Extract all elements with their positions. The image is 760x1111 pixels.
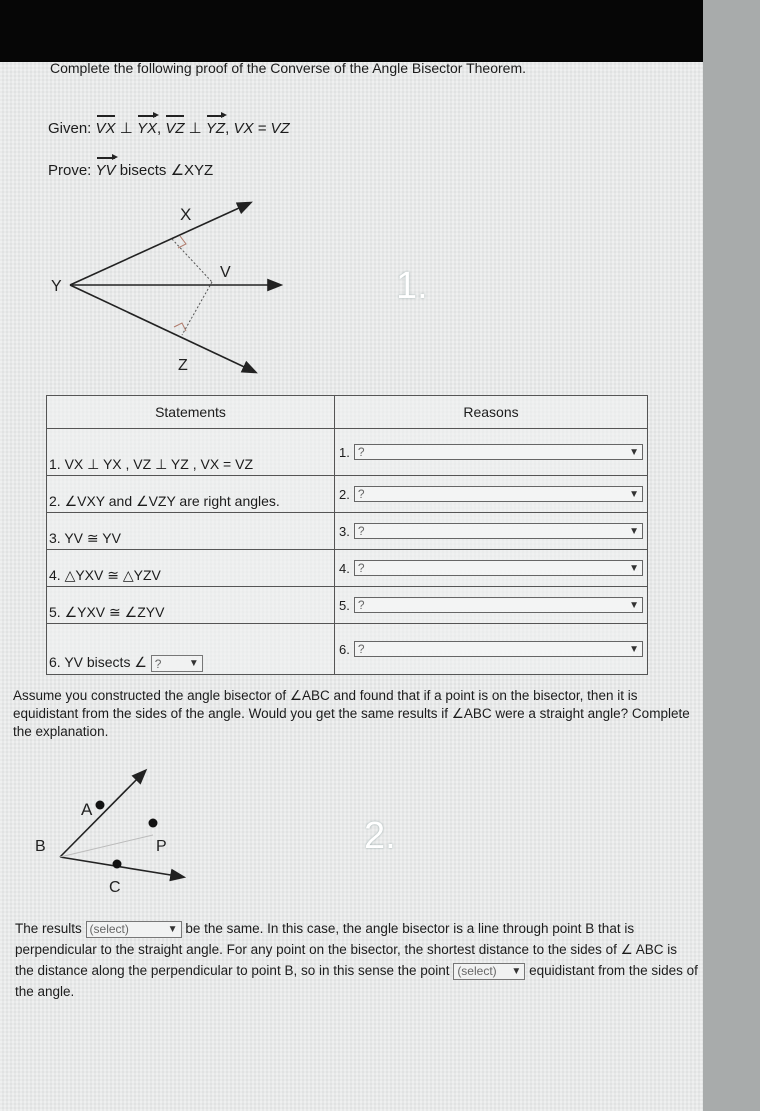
table-row: [47, 550, 648, 587]
straight-angle-figure: [25, 765, 205, 900]
question-paragraph: Assume you constructed the angle bisector of ∠ABC and found that if a point is on the bisector, then it is equidistant from the sides of the angle. Would you get the same results if ∠ABC were a straight angle? Complete the explanation.: [13, 688, 690, 739]
perp-symbol: ⊥: [119, 120, 133, 137]
ray-yz: YZ: [205, 120, 226, 137]
label-y: Y: [51, 278, 62, 295]
select-value: ?: [154, 656, 162, 671]
label-v: V: [220, 264, 231, 281]
chevron-down-icon: ▼: [629, 488, 639, 500]
angle-select[interactable]: [151, 655, 203, 672]
chevron-down-icon: ▼: [629, 525, 639, 537]
table-row: [47, 587, 648, 624]
reason-select-1[interactable]: [354, 444, 643, 460]
segment-vx: VX: [95, 120, 116, 137]
table-row: [47, 624, 648, 675]
select-value: ?: [357, 445, 365, 459]
top-black-bar: [0, 0, 760, 62]
chevron-down-icon: ▼: [629, 446, 639, 458]
angle-figure-1: [40, 190, 300, 380]
statement-cell: 3. YV ≅ YV: [47, 513, 335, 550]
reason-number: 5.: [339, 597, 350, 613]
statement-cell: 4. △YXV ≅ △YZV: [47, 550, 335, 587]
marker-one: 1.: [396, 265, 428, 307]
proof-table: [46, 395, 648, 675]
reason-number: 2.: [339, 486, 350, 502]
reason-number: 1.: [339, 444, 350, 460]
reason-select-5[interactable]: [354, 597, 643, 613]
reason-number: 3.: [339, 523, 350, 539]
label-p: P: [156, 838, 167, 855]
reason-number: 4.: [339, 560, 350, 576]
reason-select-3[interactable]: [354, 523, 643, 539]
statements-header: Statements: [47, 396, 335, 429]
select-value: ?: [357, 524, 365, 538]
label-x: X: [180, 205, 192, 224]
chevron-down-icon: ▼: [629, 599, 639, 611]
label-a: A: [81, 800, 93, 819]
select-value: ?: [357, 487, 365, 501]
table-row: [47, 476, 648, 513]
select-value: ?: [357, 642, 365, 656]
ray-yx: YX: [136, 120, 157, 137]
statement-cell: 2. ∠VXY and ∠VZY are right angles.: [47, 476, 335, 513]
select-value: ?: [357, 598, 365, 612]
given-label: Given:: [48, 120, 92, 137]
segment-vz: VZ: [165, 120, 185, 137]
table-row: [47, 429, 648, 476]
reason-select-4[interactable]: [354, 560, 643, 576]
explanation-part-1: The results: [15, 921, 82, 936]
prove-line: [48, 161, 213, 179]
reasons-header: Reasons: [335, 396, 648, 429]
ray-yv: YV: [95, 162, 116, 179]
proof-heading: Complete the following proof of the Converse of the Angle Bisector Theorem.: [50, 60, 527, 76]
statement-cell: 1. VX ⊥ YX , VZ ⊥ YZ , VX = VZ: [47, 429, 335, 476]
label-z: Z: [178, 357, 188, 374]
explanation-paragraph: [15, 918, 698, 1002]
reason-select-6[interactable]: [354, 641, 643, 657]
results-select[interactable]: [86, 921, 182, 938]
right-margin-bar: [703, 0, 760, 1111]
comma: ,: [225, 120, 230, 137]
prove-text: bisects ∠XYZ: [119, 162, 214, 179]
chevron-down-icon: ▼: [629, 562, 639, 574]
label-b: B: [35, 838, 46, 855]
marker-two: 2.: [364, 815, 396, 857]
equal-segments: VX = VZ: [233, 120, 290, 137]
statement-6-text: 6. YV bisects ∠: [49, 654, 147, 671]
label-c: C: [109, 879, 121, 896]
point-select[interactable]: [453, 963, 525, 980]
perp-symbol: ⊥: [188, 120, 202, 137]
chevron-down-icon: ▼: [511, 965, 522, 977]
given-line: [48, 119, 290, 137]
select-value: (select): [457, 963, 497, 978]
chevron-down-icon: ▼: [167, 923, 178, 935]
statement-cell: 5. ∠YXV ≅ ∠ZYV: [47, 587, 335, 624]
statement-cell: [47, 624, 335, 675]
chevron-down-icon: ▼: [629, 643, 639, 655]
explanation-part-3: equidistant from the sides of the angle.: [15, 963, 698, 999]
select-value: (select): [89, 921, 129, 936]
explanation-part-2: be the same. In this case, the angle bisector is a line through point B that is perpendicular to the straight angle. For any point on the bisector, the shortest distance to the sides of ∠ ABC is the distance along the perpendicular to point B, so in this sense the point: [15, 921, 677, 978]
select-value: ?: [357, 561, 365, 575]
chevron-down-icon: ▼: [188, 658, 199, 669]
reason-number: 6.: [339, 641, 350, 657]
prove-label: Prove:: [48, 162, 92, 179]
table-row: [47, 513, 648, 550]
reason-select-2[interactable]: [354, 486, 643, 502]
comma: ,: [156, 120, 162, 137]
